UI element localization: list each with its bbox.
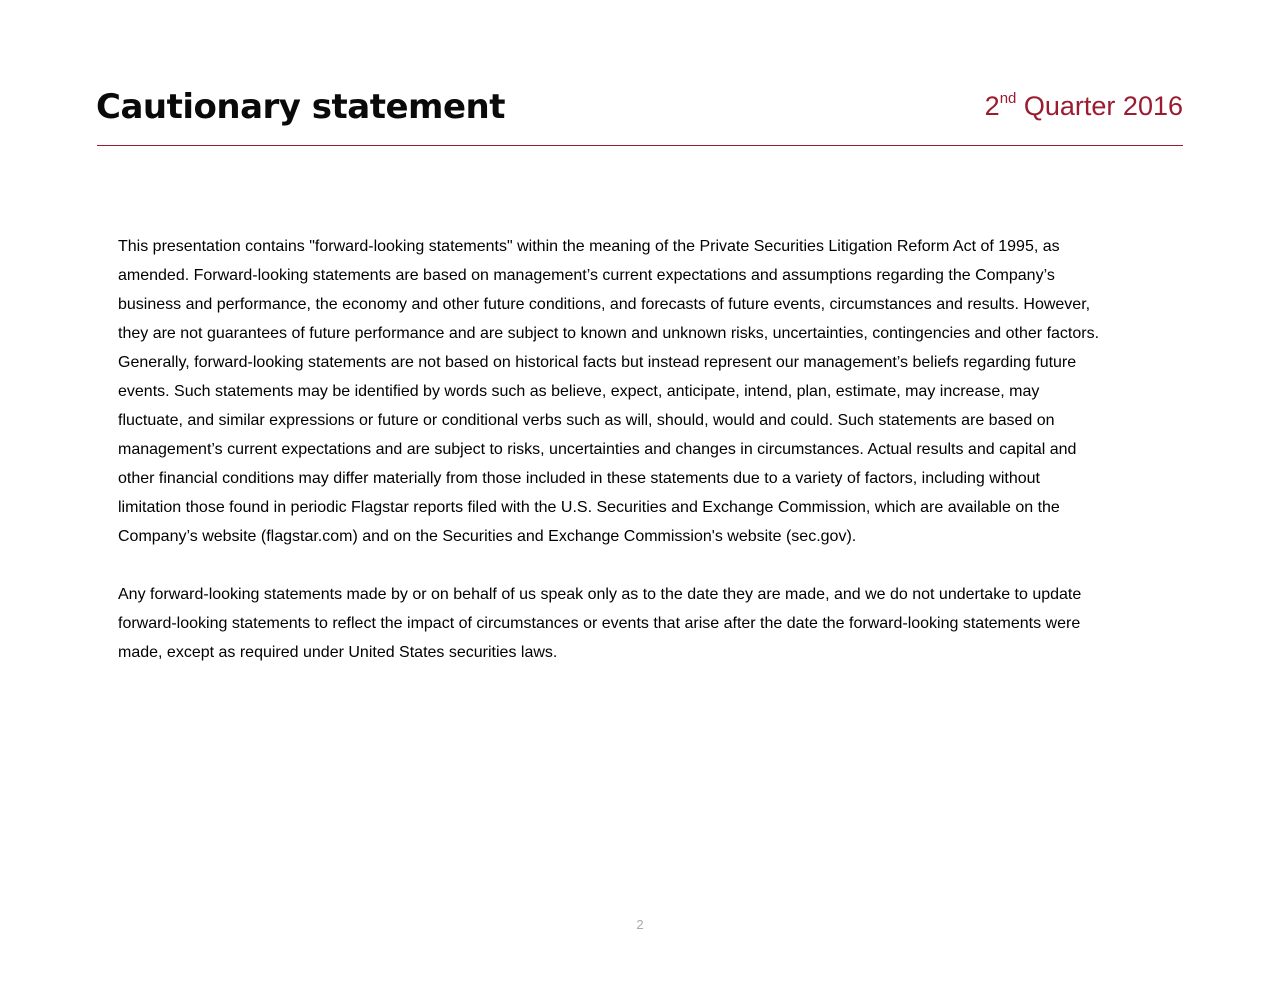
quarter-ordinal-suffix: nd [999,90,1017,107]
paragraph-line: events. Such statements may be identified by words such as believe, expect, anticipate, intend, plan, estimate, may increase, may [118,383,1040,400]
paragraph-line: limitation those found in periodic Flagstar reports filed with the U.S. Securities and Exchange Commission, which are available on the [118,499,1060,516]
paragraph-line: other financial conditions may differ materially from those included in these statements due to a variety of factors, including without [118,470,1040,487]
paragraph-forward-looking-statements [118,232,1168,551]
paragraph-line: business and performance, the economy and other future conditions, and forecasts of future events, circumstances and results. However, [118,296,1091,313]
cautionary-text [118,232,1168,667]
paragraph-line: fluctuate, and similar expressions or future or conditional verbs such as will, should, would and could. Such statements are based on [118,412,1055,429]
quarter-label [985,88,1183,124]
page-title: Cautionary statement [96,87,505,127]
paragraph-no-obligation-to-update [118,580,1168,667]
paragraph-line: made, except as required under United States securities laws. [118,644,558,661]
paragraph-line: This presentation contains "forward-looking statements" within the meaning of the Private Securities Litigation Reform Act of 1995, as [118,238,1060,255]
header-divider [97,145,1183,146]
quarter-period: Quarter 2016 [1016,91,1183,121]
paragraph-spacer [118,551,1168,580]
paragraph-line: Company’s website (flagstar.com) and on the Securities and Exchange Commission's website (sec.gov). [118,528,857,545]
paragraph-line: amended. Forward-looking statements are based on management’s current expectations and assumptions regarding the Company’s [118,267,1055,284]
paragraph-line: management’s current expectations and are subject to risks, uncertainties and changes in circumstances. Actual results and capital and [118,441,1077,458]
paragraph-line: forward-looking statements to reflect the impact of circumstances or events that arise after the date the forward-looking statements were [118,615,1081,632]
paragraph-line: Generally, forward-looking statements are not based on historical facts but instead represent our management’s beliefs regarding future [118,354,1077,371]
page-number: 2 [636,917,644,932]
paragraph-line: they are not guarantees of future performance and are subject to known and unknown risks, uncertainties, contingencies and other factors. [118,325,1100,342]
paragraph-line: Any forward-looking statements made by or on behalf of us speak only as to the date they are made, and we do not undertake to update [118,586,1082,603]
quarter-ordinal: 2 [984,91,1000,121]
